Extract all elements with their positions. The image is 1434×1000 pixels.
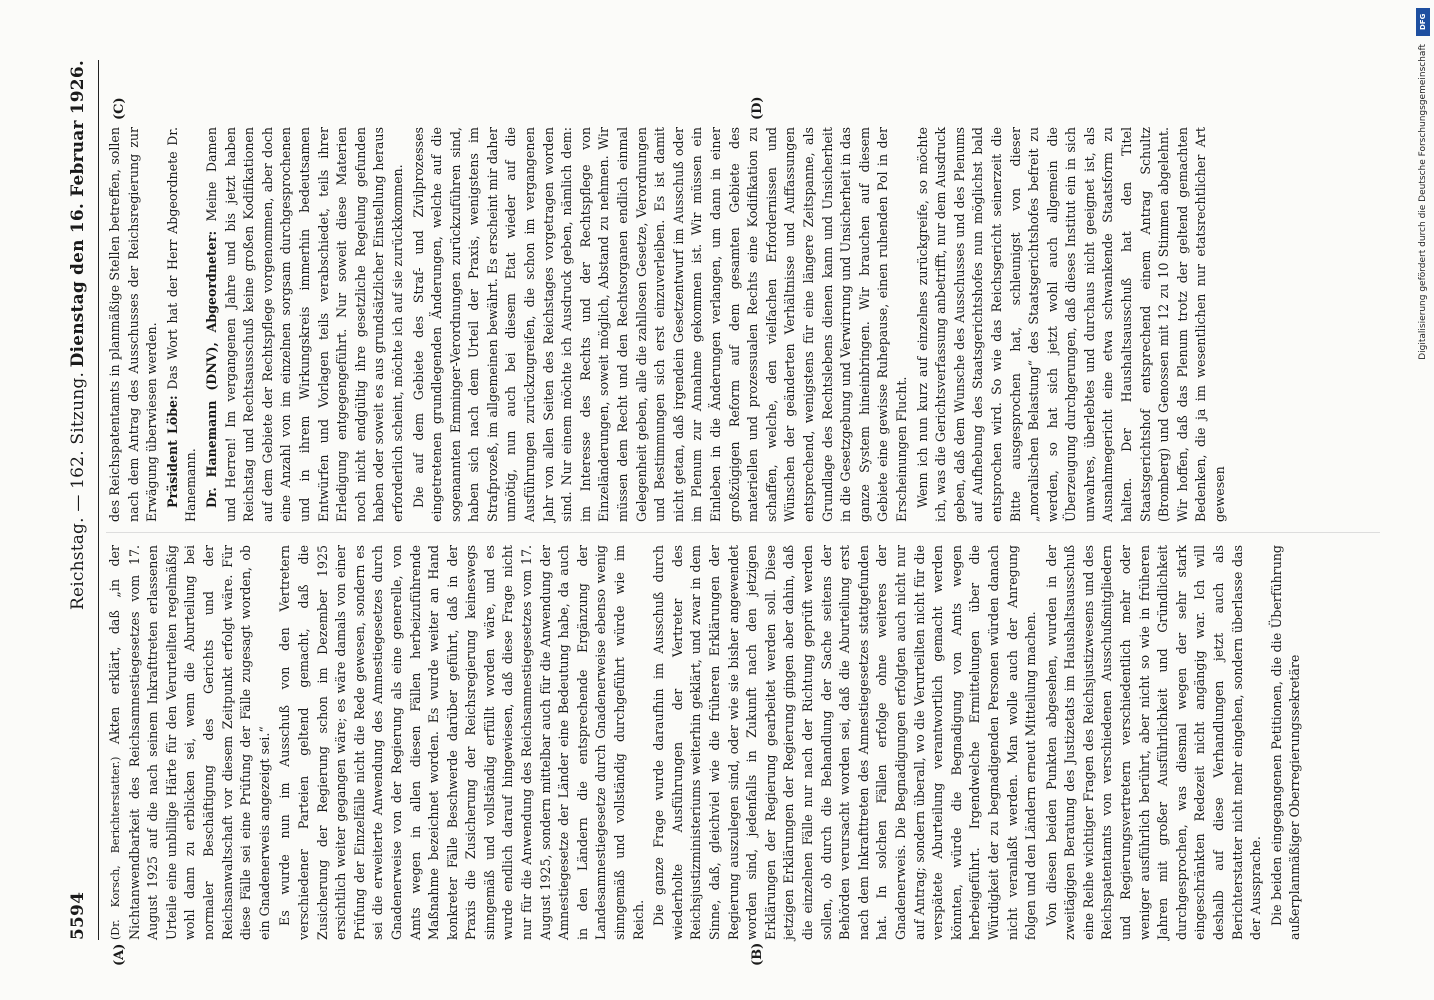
paragraph	[650, 545, 1040, 940]
paragraph-text: Akten erklärt, daß „in der Nichtanwendbarkeit des Reichsamnestiegesetzes vom 17. August 1925 auf die nach seinem Inkrafttreten erlassenen Urteile eine unbillige Härte für den Verurteilten regelmäßig wohl dann zu erblicken sei, wenn die Aburteilung bei normaler Beschäftigung des Gerichts und der Reichsanwaltschaft vor diesem Zeitpunkt erfolgt wäre. Für diese Fälle sei eine Prüfung der Fälle zugesagt worden, ob ein Gnadenerweis angezeigt sei.“	[107, 545, 272, 940]
column-divider	[106, 532, 1380, 533]
paragraph	[106, 127, 162, 522]
paragraph	[1268, 545, 1305, 940]
digitization-credit: Digitalisierung gefördert durch die Deutsche Forschungsgemeinschaft	[1418, 44, 1428, 360]
margin-marker-a: (A)	[112, 943, 127, 966]
header-rule	[98, 60, 99, 940]
margin-marker-d: (D)	[750, 96, 765, 120]
paragraph	[106, 545, 274, 940]
speaker-label: Präsident Löbe:	[164, 395, 180, 508]
right-column	[106, 127, 1232, 522]
rotated-page	[50, 0, 1410, 1000]
paragraph-text: Es wurde nun im Ausschuß von den Vertretern verschiedener Parteien geltend gemacht, daß die Zusicherung der Regierung schon im Dezember 1925 ersichtlich weiter gegangen wäre; es wäre damals von einer Prüfung der Einzelfälle nicht die Rede gewesen, sondern es sei die erweiterte Anwendung des Amnestiegesetzes durch Gnadenerweise von der Regierung als eine generelle, von Amts wegen in allen diesen Fällen herbeizuführende Maßnahme bezeichnet worden. Es wurde weiter an Hand konkreter Fälle Beschwerde darüber geführt, daß in der Praxis die Zusicherung der Reichsregierung keineswegs sinngemäß und vollständig erfüllt worden wäre, und es wurde endlich darauf hingewiesen, daß diese Frage nicht nur für die Anwendung des Reichsamnestiegesetzes vom 17. August 1925, sondern mittelbar auch für die Anwendung der Amnestiegesetze der Länder eine Bedeutung habe, da auch in den Ländern die entsprechende Ergänzung der Landesamnestiegesetze durch Gnadenerweise ebenso wenig sinngemäß und vollständig durchgeführt würde wie im Reich.	[277, 545, 646, 940]
running-header	[68, 60, 96, 940]
paragraph	[276, 545, 648, 940]
paragraph-text: Meine Damen und Herren! Im vergangenen Jahre und bis jetzt haben Reichstag und Rechtsausschuß keine großen Kodifikationen auf dem Gebiete der Rechtspflege vorgenommen, aber doch eine Anzahl von im einzelnen sorgsam durchgesprochenen und in ihrem Wirkungskreis immerhin bedeutsamen Entwürfen und Vorlagen teils verabschiedet, teils ihrer Erledigung entgegengeführt. Nur soweit diese Materien noch nicht endgültig ihre gesetzliche Regelung gefunden haben oder soweit es aus grundsätzlicher Einstellung heraus erforderlich scheint, möchte ich auf sie zurückkommen.	[203, 127, 405, 522]
session-date: Dienstag den 16. Februar 1926.	[68, 60, 88, 368]
paragraph-text: Die beiden eingegangenen Petitionen, die die Überführung außerplanmäßiger Oberregierungssekretäre	[1268, 545, 1303, 940]
digitization-credit-strip	[1410, 0, 1434, 1000]
margin-marker-c: (C)	[112, 97, 127, 120]
speaker-label: (Dr. Korsch, Berichterstatter.)	[109, 756, 122, 940]
dfg-logo: DFG	[1416, 8, 1430, 36]
paragraph-text: Von diesen beiden Punkten abgesehen, wurden in der zweitägigen Beratung des Justizetats im Haushaltsausschuß eine Reihe wichtiger Fragen des Reichsjustizwesens und des Reichspatentamts von verschiedenen Ausschußmitgliedern und Regierungsvertretern verschiedentlich mehr oder weniger ausführlich berührt, aber nicht so wie in früheren Jahren mit großer Ausführlichkeit und Gründlichkeit durchgesprochen, was diesmal wegen der sehr stark eingeschränkten Redezeit nicht angängig war. Ich will deshalb auf diese Verhandlungen jetzt auch als Berichterstatter nicht mehr eingehen, sondern überlasse das der Aussprache.	[1043, 545, 1264, 940]
paragraph	[914, 127, 1230, 522]
paragraph	[203, 127, 408, 522]
margin-marker-b: (B)	[750, 942, 765, 966]
paragraph	[164, 127, 201, 522]
page-number: 5594	[68, 891, 88, 940]
left-column	[106, 545, 1307, 940]
paragraph-text: Wenn ich nun kurz auf einzelnes zurückgreife, so möchte ich, was die Gerichtsverfassung anbetrifft, nur dem Ausdruck geben, daß dem Wunsche des Ausschusses und des Plenums auf Aufhebung des Staatsgerichtshofes nun möglichst bald entsprochen wird. So wie das Reichsgericht seinerzeit die Bitte ausgesprochen hat, schleunigst von dieser „moralischen Belastung“ des Staatsgerichtshofes befreit zu werden, so hat sich jetzt wohl auch allgemein die Überzeugung durchgerungen, daß dieses Institut ein in sich unwahres, überlebtes und durchaus nicht geeignet ist, als Ausnahmegericht eine etwa schwankende Staatsform zu halten. Der Haushaltsausschuß hat den Titel Staatsgerichtshof entsprechend einem Antrag Schultz (Bromberg) und Genossen mit 12 zu 10 Stimmen abgelehnt. Wir hoffen, daß das Plenum trotz der geltend gemachten Bedenken, die ja im wesentlichen nur etatsrechtlicher Art gewesen	[914, 127, 1228, 522]
paragraph-text: Die auf dem Gebiete des Straf- und Zivilprozesses eingetretenen grundlegenden Änderungen, welche auf die sogenannten Emminger-Verordnungen zurückzuführen sind, haben sich nach dem Urteil der Praxis, wenigstens im Strafprozeß, im allgemeinen bewährt. Es erscheint mir daher unnötig, nun auch bei diesem Etat wieder auf die Ausführungen zurückzugreifen, die schon im vergangenen Jahr von allen Seiten des Reichstages vorgetragen worden sind. Nur einem möchte ich Ausdruck geben, nämlich dem: im Interesse des Rechts und der Rechtspflege von Einzeländerungen, soweit möglich, Abstand zu nehmen. Wir müssen dem Recht und den Rechtsorganen endlich einmal Gelegenheit geben, alle die zahllosen Gesetze, Verordnungen und Bestimmungen sich erst einzuverleiben. Es ist damit nicht getan, daß irgendein Gesetzentwurf im Ausschuß oder im Plenum zur Annahme gekommen ist. Wir müssen ein Einleben in die Änderungen verlangen, um dann in einer großzügigen Reform auf dem gesamten Gebiete des materiellen und prozessualen Rechts eine Kodifikation zu schaffen, welche, den vielfachen Erfordernissen und Wünschen der geänderten Verhältnisse und Auffassungen entsprechend, wenigstens für eine längere Zeitspanne, als Grundlage des Rechtslebens dienen kann und Unsicherheit in die Gesetzgebung und Verwirrung und Unsicherheit in das ganze System hineinbringen. Wir brauchen auf diesem Gebiete eine gewisse Ruhepause, einen ruhenden Pol in der Erscheinungen Flucht.	[410, 127, 909, 522]
session-title: Reichstag. — 162. Sitzung.	[68, 371, 88, 610]
paragraph	[410, 127, 912, 522]
paragraph-text: Die ganze Frage wurde daraufhin im Ausschuß durch wiederholte Ausführungen der Vertreter des Reichsjustizministeriums weiterhin geklärt, und zwar in dem Sinne, daß, gleichviel wie die früheren Erklärungen der Regierung auszulegen sind, oder wie sie bisher angewendet worden sind, jedenfalls in Zukunft nach den jetzigen Erklärungen der Regierung gearbeitet werden soll. Diese jetzigen Erklärungen der Regierung gingen aber dahin, daß die einzelnen Fälle nur nach der Richtung geprüft werden sollen, ob durch die Behandlung der Sache seitens der Behörden verursacht worden sei, daß die Aburteilung erst nach dem Inkrafttreten des Amnestiegesetzes stattgefunden hat. In solchen Fällen erfolge ohne weiteres der Gnadenerweis. Die Begnadigungen erfolgten auch nicht nur auf Antrag; sondern überall, wo die Verurteilten nicht für die verspätete Aburteilung verantwortlich gemacht werden könnten, würde die Begnadigung von Amts wegen herbeigeführt. Irgendwelche Ermittelungen über die Würdigkeit der zu begnadigenden Personen würden danach nicht veranlaßt werden. Man wolle auch der Anregung folgen und den Ländern erneut Mitteilung machen.	[651, 545, 1039, 940]
paragraph-text: Das Wort hat der Herr Abgeordnete Dr. Hanemann.	[164, 127, 199, 522]
paragraph-text: des Reichspatentamts in planmäßige Stellen betreffen, sollen nach dem Antrag des Ausschusses der Reichsregierung zur Erwägung überwiesen werden.	[107, 127, 160, 522]
speaker-label: Dr. Hanemann (DNV), Abgeordneter:	[203, 230, 219, 508]
paragraph	[1043, 545, 1266, 940]
